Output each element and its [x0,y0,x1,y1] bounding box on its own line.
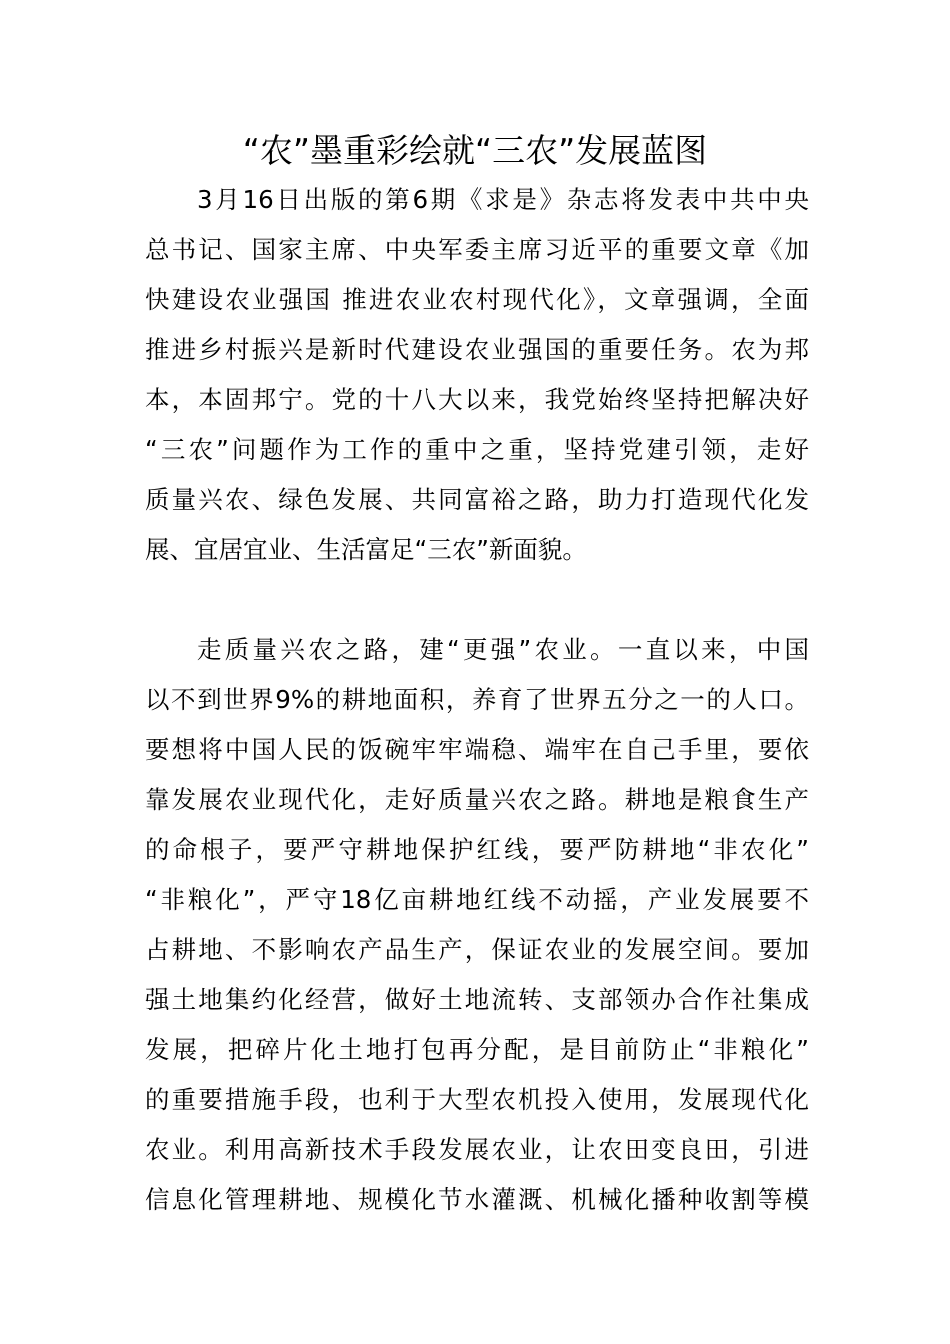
paragraph-2-line-10: 的重要措施手段，也利于大型农机投入使用，发展现代化 [145,1085,809,1114]
paragraph-1-line-8: 展、宜居宜业、生活富足“三农”新面貌。 [145,535,587,564]
paragraph-1-line-6: “三农”问题作为工作的重中之重，坚持党建引领，走好 [145,435,809,464]
paragraph-2-line-11: 农业。利用高新技术手段发展农业，让农田变良田，引进 [145,1135,809,1164]
paragraph-1-line-1: 3月16日出版的第6期《求是》杂志将发表中共中央 [197,185,809,214]
paragraph-1-line-5: 本，本固邦宁。党的十八大以来，我党始终坚持把解决好 [145,385,809,414]
paragraph-2-line-9: 发展，把碎片化土地打包再分配，是目前防止“非粮化” [145,1035,809,1064]
paragraph-2-line-7: 占耕地、不影响农产品生产，保证农业的发展空间。要加 [145,935,809,964]
paragraph-2-line-1: 走质量兴农之路，建“更强”农业。一直以来，中国 [197,635,809,664]
paragraph-1-line-3: 快建设农业强国 推进农业农村现代化》，文章强调，全面 [145,285,809,314]
paragraph-2-line-4: 靠发展农业现代化，走好质量兴农之路。耕地是粮食生产 [145,785,809,814]
paragraph-2-line-2: 以不到世界9%的耕地面积，养育了世界五分之一的人口。 [145,685,809,714]
paragraph-2-line-3: 要想将中国人民的饭碗牢牢端稳、端牢在自己手里，要依 [145,735,809,764]
paragraph-2-line-8: 强土地集约化经营，做好土地流转、支部领办合作社集成 [145,985,809,1014]
paragraph-2-line-5: 的命根子，要严守耕地保护红线，要严防耕地“非农化” [145,835,809,864]
paragraph-2-line-6: “非粮化”，严守18亿亩耕地红线不动摇，产业发展要不 [145,885,809,914]
document-title: “农”墨重彩绘就“三农”发展蓝图 [242,131,708,170]
paragraph-1-line-2: 总书记、国家主席、中央军委主席习近平的重要文章《加 [145,235,809,264]
paragraph-1-line-7: 质量兴农、绿色发展、共同富裕之路，助力打造现代化发 [145,485,809,514]
paragraph-1-line-4: 推进乡村振兴是新时代建设农业强国的重要任务。农为邦 [145,335,809,364]
paragraph-2-line-12: 信息化管理耕地、规模化节水灌溉、机械化播种收割等模 [145,1185,809,1214]
